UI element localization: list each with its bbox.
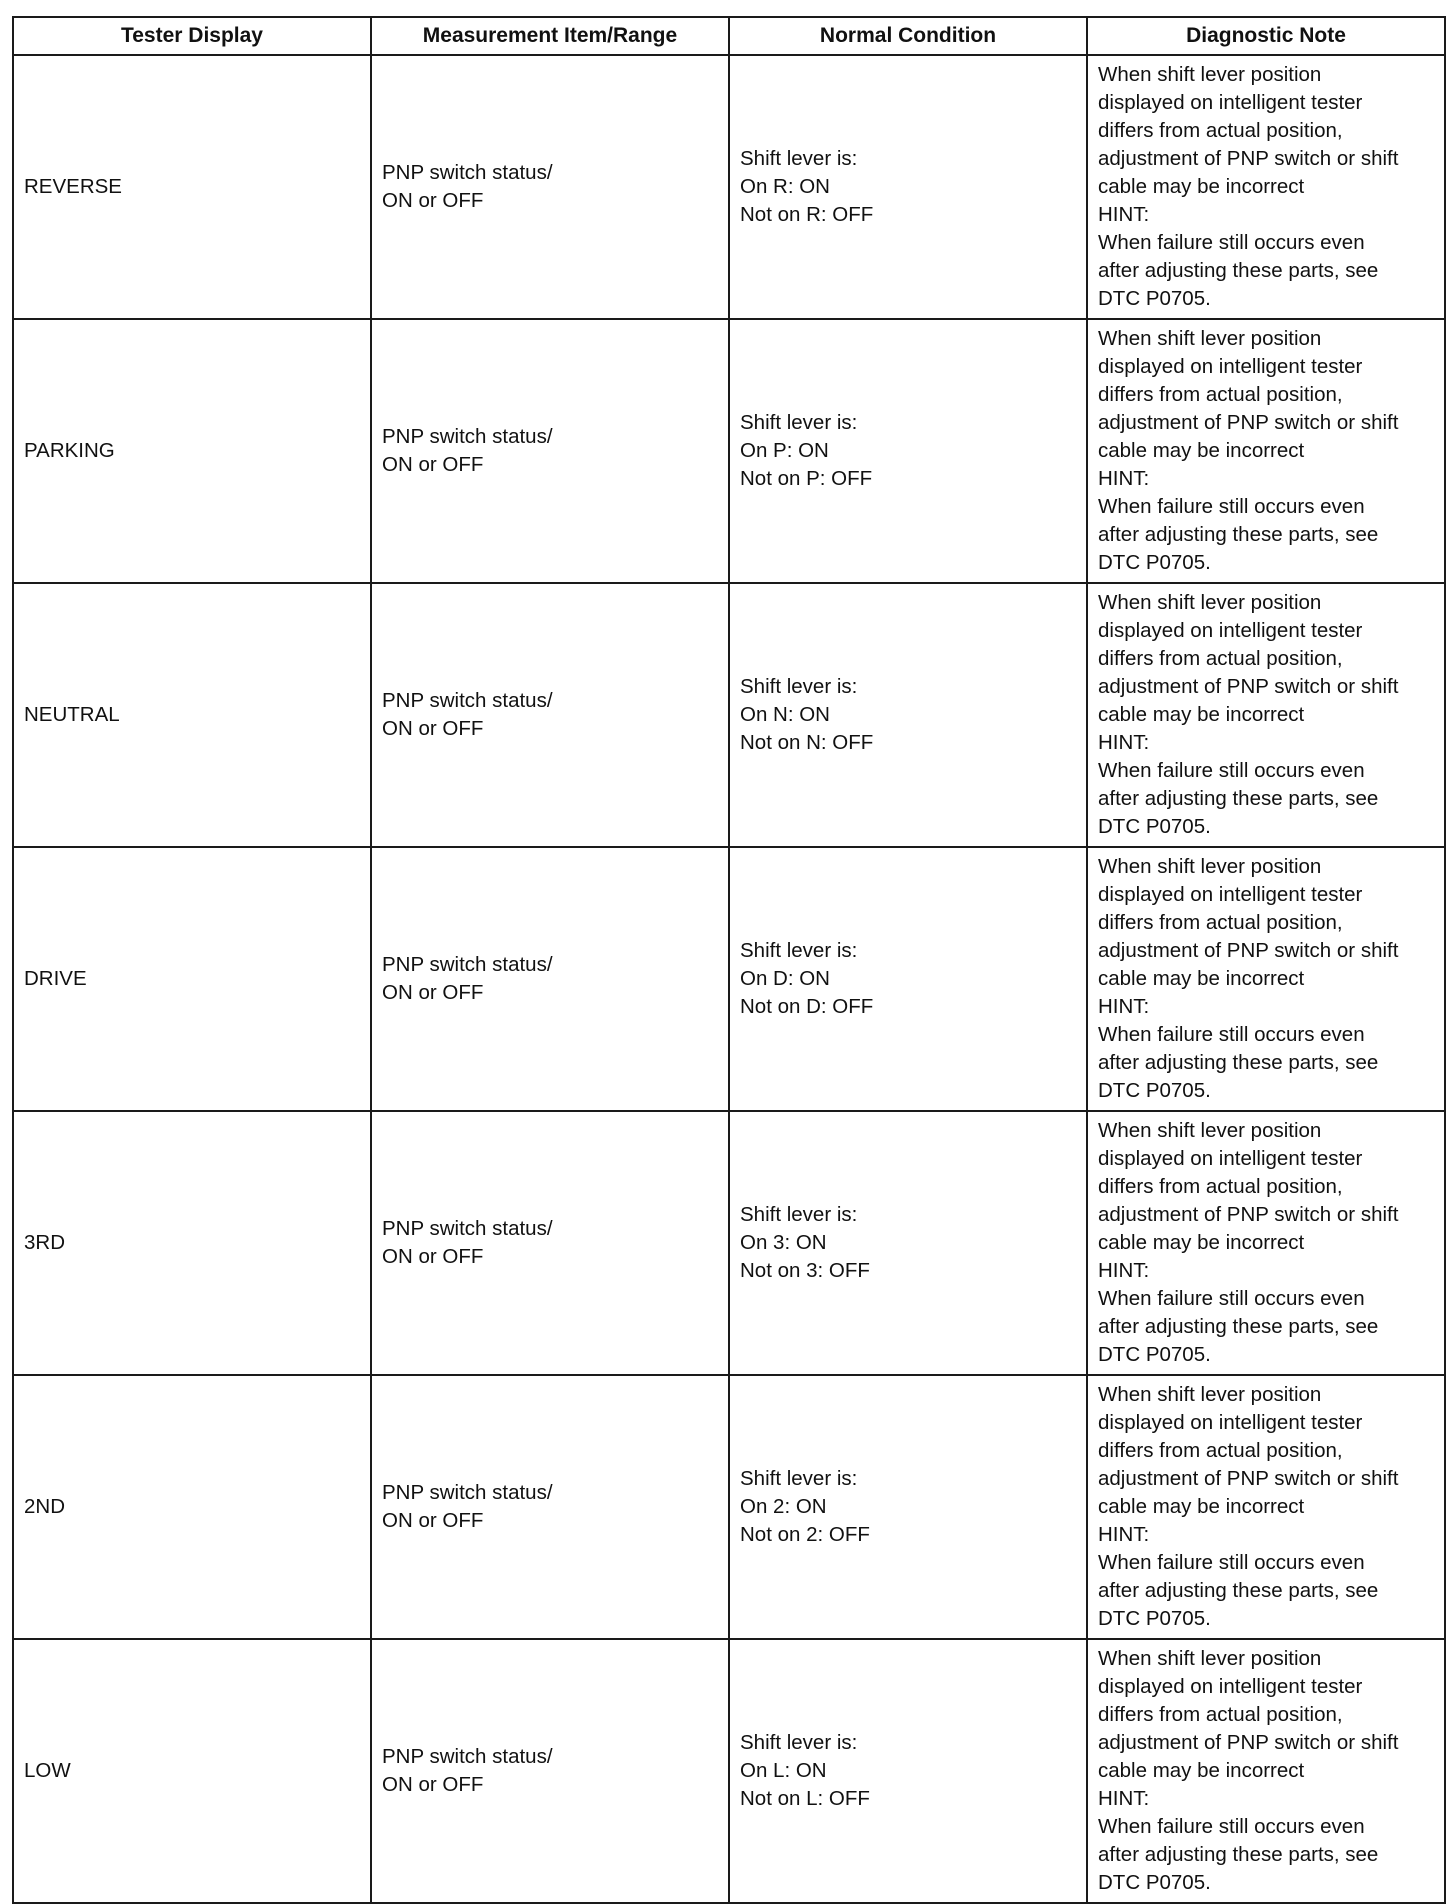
cell-line: differs from actual position, [1098,911,1343,934]
cell-line: PNP switch status/ [382,425,553,448]
diagnostic-note-cell [1087,1375,1445,1639]
cell-line: ON or OFF [382,189,484,212]
cell-line: ON or OFF [382,1245,484,1268]
cell-line: adjustment of PNP switch or shift [1098,1203,1399,1226]
measurement-cell [371,55,729,319]
cell-line: differs from actual position, [1098,647,1343,670]
cell-line: Shift lever is: [740,411,858,434]
normal-condition-cell [729,583,1087,847]
header-measurement-item-range: Measurement Item/Range [371,17,729,55]
diagnostic-note-cell [1087,55,1445,319]
cell-line: DTC P0705. [1098,551,1211,574]
cell-line: PNP switch status/ [382,953,553,976]
cell-line: after adjusting these parts, see [1098,1051,1379,1074]
tester-display-cell: LOW [13,1639,371,1903]
tester-display-cell: DRIVE [13,847,371,1111]
cell-line: Not on L: OFF [740,1787,870,1810]
cell-line: On R: ON [740,175,830,198]
table-row [13,55,1445,319]
diagnostic-note-cell [1087,319,1445,583]
cell-line: after adjusting these parts, see [1098,787,1379,810]
cell-line: displayed on intelligent tester [1098,91,1363,114]
cell-line: after adjusting these parts, see [1098,523,1379,546]
cell-line: On 3: ON [740,1231,827,1254]
diagnostic-note-cell [1087,1639,1445,1903]
cell-line: displayed on intelligent tester [1098,619,1363,642]
cell-line: Shift lever is: [740,1203,858,1226]
cell-line: DTC P0705. [1098,815,1211,838]
cell-line: When failure still occurs even [1098,231,1365,254]
cell-line: When shift lever position [1098,327,1322,350]
cell-line: cable may be incorrect [1098,175,1305,198]
cell-line: When failure still occurs even [1098,495,1365,518]
cell-line: cable may be incorrect [1098,967,1305,990]
cell-line: ON or OFF [382,1509,484,1532]
cell-line: HINT: [1098,467,1150,490]
cell-line: When failure still occurs even [1098,1551,1365,1574]
cell-line: On P: ON [740,439,829,462]
tester-display-cell: 3RD [13,1111,371,1375]
cell-line: PNP switch status/ [382,1217,553,1240]
cell-line: after adjusting these parts, see [1098,1579,1379,1602]
cell-line: When failure still occurs even [1098,759,1365,782]
header-normal-condition: Normal Condition [729,17,1087,55]
table-row [13,1375,1445,1639]
normal-condition-cell [729,1111,1087,1375]
cell-line: Shift lever is: [740,675,858,698]
cell-line: HINT: [1098,731,1150,754]
tester-display-cell: 2ND [13,1375,371,1639]
cell-line: displayed on intelligent tester [1098,1675,1363,1698]
cell-line: When failure still occurs even [1098,1815,1365,1838]
cell-line: When shift lever position [1098,1383,1322,1406]
tester-display-cell: REVERSE [13,55,371,319]
header-diagnostic-note: Diagnostic Note [1087,17,1445,55]
cell-line: HINT: [1098,1787,1150,1810]
diagnostic-note-cell [1087,1111,1445,1375]
cell-line: When failure still occurs even [1098,1287,1365,1310]
cell-line: displayed on intelligent tester [1098,883,1363,906]
cell-line: differs from actual position, [1098,383,1343,406]
cell-line: DTC P0705. [1098,287,1211,310]
cell-line: HINT: [1098,203,1150,226]
cell-line: When shift lever position [1098,591,1322,614]
cell-line: PNP switch status/ [382,689,553,712]
cell-line: after adjusting these parts, see [1098,1843,1379,1866]
cell-line: adjustment of PNP switch or shift [1098,1467,1399,1490]
cell-line: differs from actual position, [1098,1439,1343,1462]
cell-line: PNP switch status/ [382,1745,553,1768]
cell-line: On L: ON [740,1759,827,1782]
cell-line: differs from actual position, [1098,1703,1343,1726]
cell-line: adjustment of PNP switch or shift [1098,1731,1399,1754]
cell-line: adjustment of PNP switch or shift [1098,411,1399,434]
cell-line: ON or OFF [382,1773,484,1796]
cell-line: DTC P0705. [1098,1343,1211,1366]
cell-line: When failure still occurs even [1098,1023,1365,1046]
header-tester-display: Tester Display [13,17,371,55]
cell-line: differs from actual position, [1098,1175,1343,1198]
cell-line: adjustment of PNP switch or shift [1098,675,1399,698]
tester-display-cell: NEUTRAL [13,583,371,847]
cell-line: ON or OFF [382,717,484,740]
cell-line: DTC P0705. [1098,1871,1211,1894]
cell-line: Not on R: OFF [740,203,874,226]
table-row [13,1639,1445,1903]
cell-line: HINT: [1098,1259,1150,1282]
diagnostic-table [12,16,1446,1904]
cell-line: after adjusting these parts, see [1098,259,1379,282]
cell-line: PNP switch status/ [382,161,553,184]
cell-line: Shift lever is: [740,1467,858,1490]
measurement-cell [371,583,729,847]
table-body [13,55,1445,1903]
cell-line: Shift lever is: [740,939,858,962]
cell-line: Shift lever is: [740,147,858,170]
cell-line: displayed on intelligent tester [1098,1411,1363,1434]
cell-line: cable may be incorrect [1098,1231,1305,1254]
cell-line: When shift lever position [1098,63,1322,86]
cell-line: When shift lever position [1098,855,1322,878]
cell-line: HINT: [1098,1523,1150,1546]
cell-line: Not on D: OFF [740,995,874,1018]
cell-line: On D: ON [740,967,830,990]
cell-line: On N: ON [740,703,830,726]
cell-line: ON or OFF [382,453,484,476]
measurement-cell [371,319,729,583]
cell-line: Not on 2: OFF [740,1523,870,1546]
measurement-cell [371,1375,729,1639]
cell-line: Not on N: OFF [740,731,874,754]
cell-line: Shift lever is: [740,1731,858,1754]
table-header-row [13,17,1445,55]
measurement-cell [371,1639,729,1903]
normal-condition-cell [729,1375,1087,1639]
normal-condition-cell [729,1639,1087,1903]
cell-line: On 2: ON [740,1495,827,1518]
normal-condition-cell [729,319,1087,583]
table-row [13,1111,1445,1375]
cell-line: ON or OFF [382,981,484,1004]
diagnostic-note-cell [1087,847,1445,1111]
cell-line: Not on P: OFF [740,467,873,490]
tester-display-cell: PARKING [13,319,371,583]
table-row [13,847,1445,1111]
cell-line: DTC P0705. [1098,1607,1211,1630]
cell-line: displayed on intelligent tester [1098,1147,1363,1170]
measurement-cell [371,1111,729,1375]
table-row [13,319,1445,583]
table-row [13,583,1445,847]
normal-condition-cell [729,847,1087,1111]
cell-line: Not on 3: OFF [740,1259,870,1282]
cell-line: cable may be incorrect [1098,439,1305,462]
cell-line: When shift lever position [1098,1647,1322,1670]
diagnostic-note-cell [1087,583,1445,847]
cell-line: cable may be incorrect [1098,703,1305,726]
cell-line: displayed on intelligent tester [1098,355,1363,378]
cell-line: PNP switch status/ [382,1481,553,1504]
cell-line: HINT: [1098,995,1150,1018]
normal-condition-cell [729,55,1087,319]
cell-line: adjustment of PNP switch or shift [1098,147,1399,170]
cell-line: When shift lever position [1098,1119,1322,1142]
cell-line: cable may be incorrect [1098,1759,1305,1782]
cell-line: differs from actual position, [1098,119,1343,142]
cell-line: DTC P0705. [1098,1079,1211,1102]
cell-line: after adjusting these parts, see [1098,1315,1379,1338]
measurement-cell [371,847,729,1111]
cell-line: cable may be incorrect [1098,1495,1305,1518]
cell-line: adjustment of PNP switch or shift [1098,939,1399,962]
